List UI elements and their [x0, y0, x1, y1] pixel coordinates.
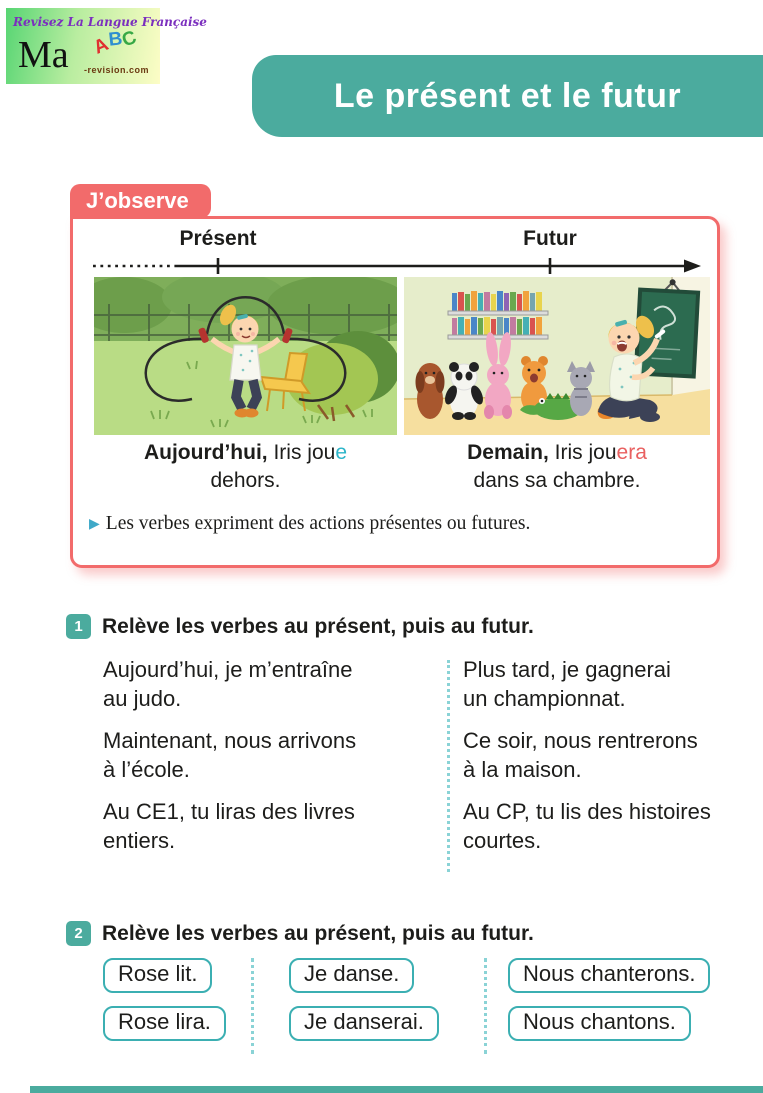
sentence	[103, 726, 356, 784]
exercise1-number-badge: 1	[66, 614, 91, 639]
exercise2-number-badge: 2	[66, 921, 91, 946]
exercise2-column-1	[103, 958, 226, 1041]
exercise1-left-column	[103, 655, 356, 868]
observe-card	[70, 216, 720, 568]
caption-present-line2: dehors.	[210, 469, 281, 492]
sentence-line: Au CE1, tu liras des livres	[103, 799, 355, 824]
caption-futur-lead: Demain,	[467, 441, 549, 464]
exercise1-title: Relève les verbes au présent, puis au futur.	[102, 614, 534, 638]
sentence-line: à l’école.	[103, 757, 190, 782]
abc-letter-b: B	[107, 28, 125, 51]
timeline-present-label: Présent	[179, 227, 257, 250]
exercise2-column-3	[508, 958, 710, 1041]
exercise1-header	[66, 614, 534, 639]
present-illustration	[94, 277, 397, 435]
dotted-divider	[251, 958, 254, 1054]
timeline-futur-label: Futur	[523, 227, 577, 250]
timeline-arrow-icon	[90, 256, 702, 276]
sentence	[463, 655, 711, 713]
logo-abc-icon	[92, 27, 140, 59]
observe-tab: J’observe	[70, 184, 211, 218]
caption-futur	[404, 439, 710, 495]
site-logo	[6, 8, 207, 84]
caption-present-body: Iris jou	[267, 441, 336, 464]
abc-letter-a: A	[90, 33, 113, 59]
sentence-line: un championnat.	[463, 686, 626, 711]
dotted-divider	[484, 958, 487, 1054]
exercise2-header	[66, 921, 534, 946]
dotted-divider	[447, 660, 450, 872]
footer-bar	[30, 1086, 763, 1093]
sentence	[103, 655, 356, 713]
sentence-line: entiers.	[103, 828, 176, 853]
logo-tagline: Revisez La Langue Française	[13, 15, 207, 29]
logo-brand: Ma	[18, 34, 69, 76]
caption-present-lead: Aujourd’hui,	[143, 441, 268, 464]
bookshelf	[448, 291, 548, 339]
caption-futur-line2: dans sa chambre.	[473, 469, 641, 492]
caption-present	[94, 439, 397, 495]
sentence-line: Ce soir, nous rentrerons	[463, 728, 698, 753]
exercise1-right-column	[463, 655, 711, 868]
triangle-bullet-icon: ▶	[89, 517, 100, 532]
abc-letter-c: C	[119, 26, 141, 52]
sentence-line: Plus tard, je gagnerai	[463, 657, 671, 682]
exercise2-column-2	[289, 958, 439, 1041]
page-title-banner	[252, 55, 763, 137]
futur-illustration	[404, 277, 710, 435]
answer-box: Je danse.	[289, 958, 414, 993]
sentence	[463, 726, 711, 784]
sentence-line: Maintenant, nous arrivons	[103, 728, 357, 753]
caption-futur-verb-ending: era	[616, 441, 647, 464]
caption-futur-body: Iris jou	[548, 441, 617, 464]
logo-domain: -revision.com	[84, 65, 150, 75]
answer-box: Rose lit.	[103, 958, 212, 993]
observe-rule-text: Les verbes expriment des actions présentes ou futures.	[105, 513, 531, 534]
sentence-line: au judo.	[103, 686, 182, 711]
answer-box: Je danserai.	[289, 1006, 439, 1041]
page-title: Le présent et le futur	[333, 76, 682, 115]
answer-box: Nous chantons.	[508, 1006, 691, 1041]
sentence-line: courtes.	[463, 828, 542, 853]
answer-box: Nous chanterons.	[508, 958, 710, 993]
sentence	[103, 797, 356, 855]
caption-present-verb-ending: e	[335, 441, 348, 464]
sentence-line: à la maison.	[463, 757, 582, 782]
answer-box: Rose lira.	[103, 1006, 226, 1041]
observe-rule	[89, 513, 709, 535]
exercise2-title: Relève les verbes au présent, puis au futur.	[102, 921, 534, 945]
sentence	[463, 797, 711, 855]
sentence-line: Aujourd’hui, je m’entraîne	[103, 657, 353, 682]
sentence-line: Au CP, tu lis des histoires	[463, 799, 711, 824]
